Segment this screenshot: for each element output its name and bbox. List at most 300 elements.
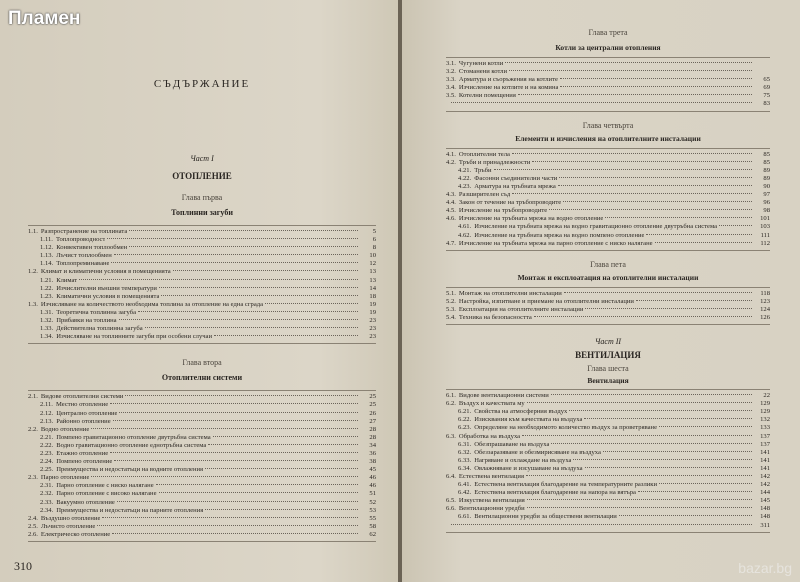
toc-entry-title: Тръби [474,166,492,174]
toc-entry-number: 6.3. [446,432,456,440]
toc-entry [446,151,770,159]
toc-entry-page: 58 [369,522,376,530]
toc-entry [28,418,376,426]
toc-entry [28,490,376,498]
toc-entry-title: Обезпрашаване на въздуха [474,440,550,448]
toc-entry-page: 141 [760,456,770,464]
toc-entry-page: 142 [760,473,770,480]
toc-entry-number: 5.2. [446,297,456,305]
toc-entry-title: Видове отоплителни системи [40,393,124,401]
toc-entry [28,499,376,507]
toc-entry [446,481,770,489]
toc-leader-dots [213,436,358,437]
toc-entry-number: 4.7. [446,239,456,247]
toc-entry [28,482,376,490]
toc-entry-page: 62 [369,530,376,538]
toc-entry-title: Стоманени котли [458,68,507,76]
toc-entry-title: Парно отопление с ниско налягане [56,482,154,490]
toc-entry-title: Помпено гравитационно отопление двутръбна система [56,433,211,441]
toc-entry-title: Обеззаразяване и обезмирисяване на въздуха [474,448,601,456]
toc-entry [446,441,770,449]
toc-entry-number: 4.3. [446,191,456,199]
toc-entry-title: Въздушно отопление [40,514,101,522]
chapter-title: Топлинни загуби [171,208,233,217]
toc-entry [28,450,376,458]
toc-entry [28,228,376,236]
toc-leader-dots [119,319,358,320]
toc-entry-page: 12 [369,260,376,268]
contents-title: СЪДЪРЖАНИЕ [153,78,251,90]
toc-entry-number: 6.61. [458,513,472,521]
toc-leader-dots [79,279,358,280]
toc-leader-dots [125,395,358,396]
toc-leader-dots [659,483,752,484]
toc-entry-page: 137 [760,432,770,440]
toc-entry [28,410,376,418]
toc-entry-number: 4.1. [446,150,456,158]
toc-entry [446,392,770,400]
toc-entry-number: 2.4. [28,514,38,522]
toc-entry-page: 45 [369,466,376,474]
toc-entry-page: 25 [369,401,376,409]
toc-entry-page: 144 [760,489,770,497]
toc-entry [446,408,770,416]
toc-entry-number: 3.2. [446,68,456,76]
toc-leader-dots [138,311,358,312]
toc-entry-page: 53 [369,506,376,514]
toc-entry [446,298,770,306]
toc-leader-dots [719,225,752,226]
toc-leader-dots [505,62,752,63]
toc-entry-title: Топлопреминаване [56,260,110,268]
toc-leader-dots [111,262,358,263]
toc-entry-page: 111 [760,231,770,239]
toc-entry-page: 18 [369,292,376,300]
toc-entry-number: 6.21. [458,408,472,416]
toc-leader-dots [173,270,358,271]
left-page [0,0,398,582]
toc-entry [446,505,770,513]
toc-entry-number: 1.12. [40,244,54,252]
toc-entry-page: 101 [760,215,770,223]
toc-leader-dots [526,475,752,476]
toc-leader-dots [512,193,752,194]
toc-entry-title: Вакуумно отопление [56,498,115,506]
toc-entry [446,314,770,322]
toc-leader-dots [129,230,358,231]
toc-entry-number: 5.4. [446,313,456,321]
toc-entry-page: 13 [369,276,376,284]
toc-leader-dots [573,459,752,460]
toc-entry-page: 148 [760,513,770,521]
toc-entry-number: 6.4. [446,473,456,480]
toc-entry-number: 3.3. [446,76,456,84]
toc-entry-number: 1.32. [40,317,54,325]
toc-entry-page: 89 [763,174,770,182]
toc-entry [28,458,376,466]
toc-entry-number: 1.11. [40,236,53,244]
toc-entry-number: 4.5. [446,207,456,215]
toc-leader-dots [97,525,358,526]
toc-leader-dots [585,308,752,309]
toc-entry-title: Експлоатация на отоплителните инсталации [458,305,584,313]
toc-entry [446,76,770,84]
toc-leader-dots [585,467,752,468]
toc-leader-dots [107,238,358,239]
toc-leader-dots [560,86,752,87]
toc-leader-dots [159,492,358,493]
toc-entry [446,497,770,505]
toc-entry-number: 1.1. [28,228,38,235]
toc-leader-dots [564,292,752,293]
toc-entry-page: 8 [372,244,376,252]
toc-leader-dots [518,94,752,95]
toc-entry-number: 6.23. [458,424,472,432]
toc-entry-title: Арматура и съоръжения на котлите [458,76,558,84]
toc-leader-dots [112,533,358,534]
toc-entry [28,466,376,474]
chapter-label: Глава пета [590,259,626,269]
toc-entry [28,531,376,539]
toc-entry [446,191,770,199]
toc-entry [28,277,376,285]
toc-entry [28,325,376,333]
toc-entry [28,244,376,252]
toc-entry [28,252,376,260]
toc-entry-title: Конвективен топлообмен [56,244,128,252]
toc-entry-page: 123 [760,297,770,305]
toc-entry-number: 2.34. [40,506,54,514]
toc-entry-number: 6.32. [458,448,472,456]
toc-entry-number: 2.6. [28,530,38,538]
toc-entry-title: Нагряване и охлаждане на въздуха [474,456,572,464]
toc-entry-title: Климат [56,276,78,284]
toc-entry-page: 126 [760,313,770,321]
toc-leader-dots [509,70,752,71]
toc-entry [28,523,376,531]
toc-leader-dots [117,501,358,502]
toc-leader-dots [205,509,358,510]
toc-entry-title: Парно отопление с високо налягане [56,490,157,498]
toc-entry-title: Разпространение на топлината [40,228,128,235]
toc-entry-title: Прибавки на топлина [56,317,117,325]
toc-leader-dots [451,102,752,103]
toc-entry-number: 2.25. [40,466,54,474]
toc-entry-title: Централно отопление [56,409,118,417]
toc-leader-dots [205,468,358,469]
toc-entry-number: 4.6. [446,215,456,223]
toc-entry-page: 112 [760,239,770,247]
toc-entry-page: 148 [760,505,770,513]
toc-list [28,390,376,542]
toc-entry-title: Естествена вентилация [458,473,524,480]
toc-entry-title: Местно отопление [55,401,109,409]
toc-entry-page: 10 [369,252,376,260]
toc-entry-title: Настройка, изпитване и приемане на отоплителни инсталации [458,297,634,305]
toc-leader-dots [161,295,358,296]
toc-entry-number: 4.61. [458,223,472,231]
toc-leader-dots [636,300,752,301]
toc-entry-page: 124 [760,305,770,313]
toc-entry [28,442,376,450]
toc-entry-page: 14 [369,284,376,292]
toc-entry-title: Чугунени котли [458,60,504,67]
toc-entry-page: 22 [763,392,770,400]
toc-entry-title: Изчисление на тръбната мрежа на парно отопление с ниско налягане [458,239,653,247]
toc-entry-page: 129 [760,400,770,408]
toc-entry-number: 4.21. [458,166,472,174]
toc-leader-dots [110,403,358,404]
toc-entry-page: 137 [760,440,770,448]
toc-entry-page: 19 [369,308,376,316]
toc-entry-number: 6.5. [446,497,456,505]
toc-entry-page: 97 [763,191,770,199]
toc-entry [446,416,770,424]
toc-entry-title: Свойства на атмосферния въздух [474,408,568,416]
toc-entry-page: 141 [760,448,770,456]
toc-leader-dots [119,412,358,413]
toc-entry [446,223,770,231]
toc-entry-title: Изчислителни външни температури [56,284,157,292]
toc-leader-dots [451,524,752,525]
toc-entry-number: 2.31. [40,482,54,490]
toc-entry-page: 19 [369,300,376,308]
toc-leader-dots [214,335,358,336]
toc-entry-title: Видове вентилационни системи [458,392,549,400]
toc-entry-title: Парно отопление [40,474,90,482]
toc-entry-number: 2.21. [40,433,54,441]
toc-entry [446,522,770,530]
toc-entry-page: 36 [369,449,376,457]
toc-entry-title: Фасонни съединителни части [474,174,558,182]
toc-entry-title: Арматура на тръбната мрежа [474,182,556,190]
toc-entry-page: 52 [369,498,376,506]
toc-entry [28,236,376,244]
toc-entry-title: Въздух и качествата му [458,400,525,408]
toc-entry [28,301,376,309]
toc-entry-page: 85 [763,158,770,166]
toc-entry-number: 4.22. [458,174,472,182]
part-label: Част II [594,337,622,347]
toc-leader-dots [659,426,752,427]
toc-entry-number: 2.11. [40,401,53,409]
toc-entry-number: 4.23. [458,182,472,190]
toc-entry-number: 2.3. [28,474,38,482]
toc-entry [28,285,376,293]
toc-entry-number: 1.14. [40,260,54,268]
chapter-title: Отоплителни системи [161,373,243,383]
toc-entry-title: Отоплителни тела [458,150,510,158]
toc-entry-number: 3.4. [446,84,456,92]
toc-entry-title: Изчисление на тръбната мрежа на водно отопление [458,215,604,223]
toc-leader-dots [91,476,358,477]
toc-entry-page: 118 [760,289,770,297]
chapter-label: Глава четвърта [582,120,634,130]
chapter-label: Глава шеста [587,364,629,374]
toc-entry-page: 98 [763,207,770,215]
toc-entry-page: 6 [372,236,376,244]
toc-entry [446,424,770,432]
toc-leader-dots [646,234,752,235]
toc-entry-title: Изчисление на тръбната мрежа на водно помпено отопление [474,231,645,239]
chapter-title: Вентилация [587,376,629,386]
toc-entry [446,473,770,481]
toc-entry [28,474,376,482]
toc-entry [446,449,770,457]
chapter-title: Котли за централни отопления [555,43,661,52]
toc-entry-number: 6.42. [458,489,472,497]
toc-leader-dots [605,217,752,218]
toc-entry-title: Топлопроводност [55,236,106,244]
toc-entry-page: 85 [763,150,770,158]
chapter-title: Монтаж и експлоатация на отоплителни инсталации [517,272,699,282]
toc-leader-dots [145,327,358,328]
toc-entry-title: Помпено отопление [56,458,113,466]
toc-leader-dots [91,428,358,429]
part-title: ВЕНТИЛАЦИЯ [575,350,641,361]
toc-entry-number: 6.33. [458,456,472,464]
toc-entry-number: 6.31. [458,440,472,448]
toc-entry-number: 6.6. [446,505,456,513]
toc-entry-title: Районно отопление [56,417,111,425]
toc-entry-page: 132 [760,416,770,424]
toc-entry [446,240,770,248]
toc-leader-dots [156,484,358,485]
toc-entry [446,175,770,183]
toc-entry [446,159,770,167]
toc-entry-number: 1.13. [40,252,54,260]
toc-entry-number: 1.22. [40,284,54,292]
toc-entry-number: 1.23. [40,292,54,300]
toc-entry-number: 1.31. [40,308,54,316]
toc-entry-title: Теоретична топлинна загуба [56,308,137,316]
toc-entry [446,232,770,240]
toc-entry [446,68,770,76]
toc-entry [446,400,770,408]
toc-entry-title: Монтаж на отоплителни инсталации [458,289,562,297]
toc-leader-dots [549,209,752,210]
toc-entry-title: Естествена вентилация благодарение на напора на вятъра [474,489,636,497]
toc-entry-number: 2.24. [40,458,54,466]
toc-entry [28,507,376,515]
toc-leader-dots [114,254,358,255]
toc-entry [446,207,770,215]
toc-entry-number: 2.12. [40,409,54,417]
toc-entry-title: Преимущества и недостатъци на парните отопления [56,506,204,514]
toc-leader-dots [527,402,752,403]
toc-entry-title: Изчисляване на количеството необходима топлина за отопление на една сграда [40,300,264,308]
toc-entry-number: 2.1. [28,393,38,401]
toc-leader-dots [534,316,752,317]
toc-entry-page: 141 [760,464,770,472]
toc-entry-page: 27 [369,417,376,425]
toc-entry-title: Техника на безопасността [458,313,532,321]
toc-entry-page: 25 [369,393,376,401]
chapter-label: Глава първа [181,193,223,202]
toc-entry [446,60,770,68]
toc-leader-dots [551,394,752,395]
toc-entry-number: 6.22. [458,416,472,424]
toc-entry-title: Водно отопление [40,425,90,433]
toc-entry-title: Изисквания към качествата на въздуха [474,416,583,424]
toc-leader-dots [114,460,358,461]
toc-leader-dots [584,418,752,419]
toc-entry-title: Изчисление на котлите и на комина [458,84,559,92]
toc-entry-page: 142 [760,481,770,489]
toc-entry [446,489,770,497]
toc-entry-title: Електрическо отопление [40,530,111,538]
toc-entry-title: Лъчист топлообмен [56,252,112,260]
toc-leader-dots [603,451,752,452]
toc-entry-page: 133 [760,424,770,432]
toc-entry-number: 6.1. [446,392,456,400]
toc-entry-page: 13 [369,268,376,276]
toc-leader-dots [102,517,358,518]
toc-entry-page: 65 [763,76,770,84]
toc-entry-title: Овлажняване и изсушаване на въздуха [474,464,583,472]
right-page [402,0,800,582]
toc-entry [446,290,770,298]
toc-entry [28,426,376,434]
toc-leader-dots [113,420,358,421]
toc-leader-dots [559,177,752,178]
toc-entry [446,84,770,92]
toc-entry-page: 69 [763,84,770,92]
watermark-site-logo: bazar.bg [738,560,792,576]
toc-entry [28,393,376,401]
toc-list [28,225,376,344]
toc-entry-number: 4.4. [446,199,456,207]
toc-entry [446,457,770,465]
toc-entry-title: Изчисляване на топлинните загуби при особени случаи [56,333,213,341]
chapter-title: Елементи и изчисления на отоплителните инсталации [515,133,701,143]
toc-leader-dots [522,435,752,436]
toc-entry [28,268,376,276]
toc-entry-number: 6.2. [446,400,456,408]
toc-entry-page: 311 [760,521,770,529]
toc-entry-title: Етажно отопление [56,449,109,457]
toc-entry-page: 145 [760,497,770,505]
toc-entry-page: 28 [369,425,376,433]
toc-entry-number: 3.1. [446,60,456,67]
toc-leader-dots [619,515,752,516]
toc-entry-page: 26 [369,409,376,417]
toc-leader-dots [563,201,752,202]
toc-entry-number: 2.32. [40,490,54,498]
toc-entry [446,513,770,521]
toc-entry-title: Климат и климатични условия в помещенията [40,268,171,276]
toc-entry-number: 2.5. [28,522,38,530]
toc-entry-number: 3.5. [446,92,456,100]
toc-entry [28,401,376,409]
toc-entry [28,293,376,301]
toc-entry-page: 23 [369,325,376,333]
toc-entry [446,183,770,191]
toc-entry-page: 23 [369,317,376,325]
toc-entry [446,306,770,314]
toc-leader-dots [569,410,752,411]
toc-entry-page: 51 [369,490,376,498]
toc-entry-title: Действителна топлинна загуба [56,325,143,333]
toc-leader-dots [208,444,358,445]
toc-entry [28,260,376,268]
toc-entry-title: Лъчисто отопление [40,522,96,530]
toc-entry-title: Обработка на въздуха [458,432,521,440]
toc-entry-title: Климатични условия в помещенията [56,292,160,300]
toc-leader-dots [527,507,752,508]
toc-entry-title: Водно гравитационно отопление еднотръбна система [56,441,207,449]
toc-list [446,148,770,251]
